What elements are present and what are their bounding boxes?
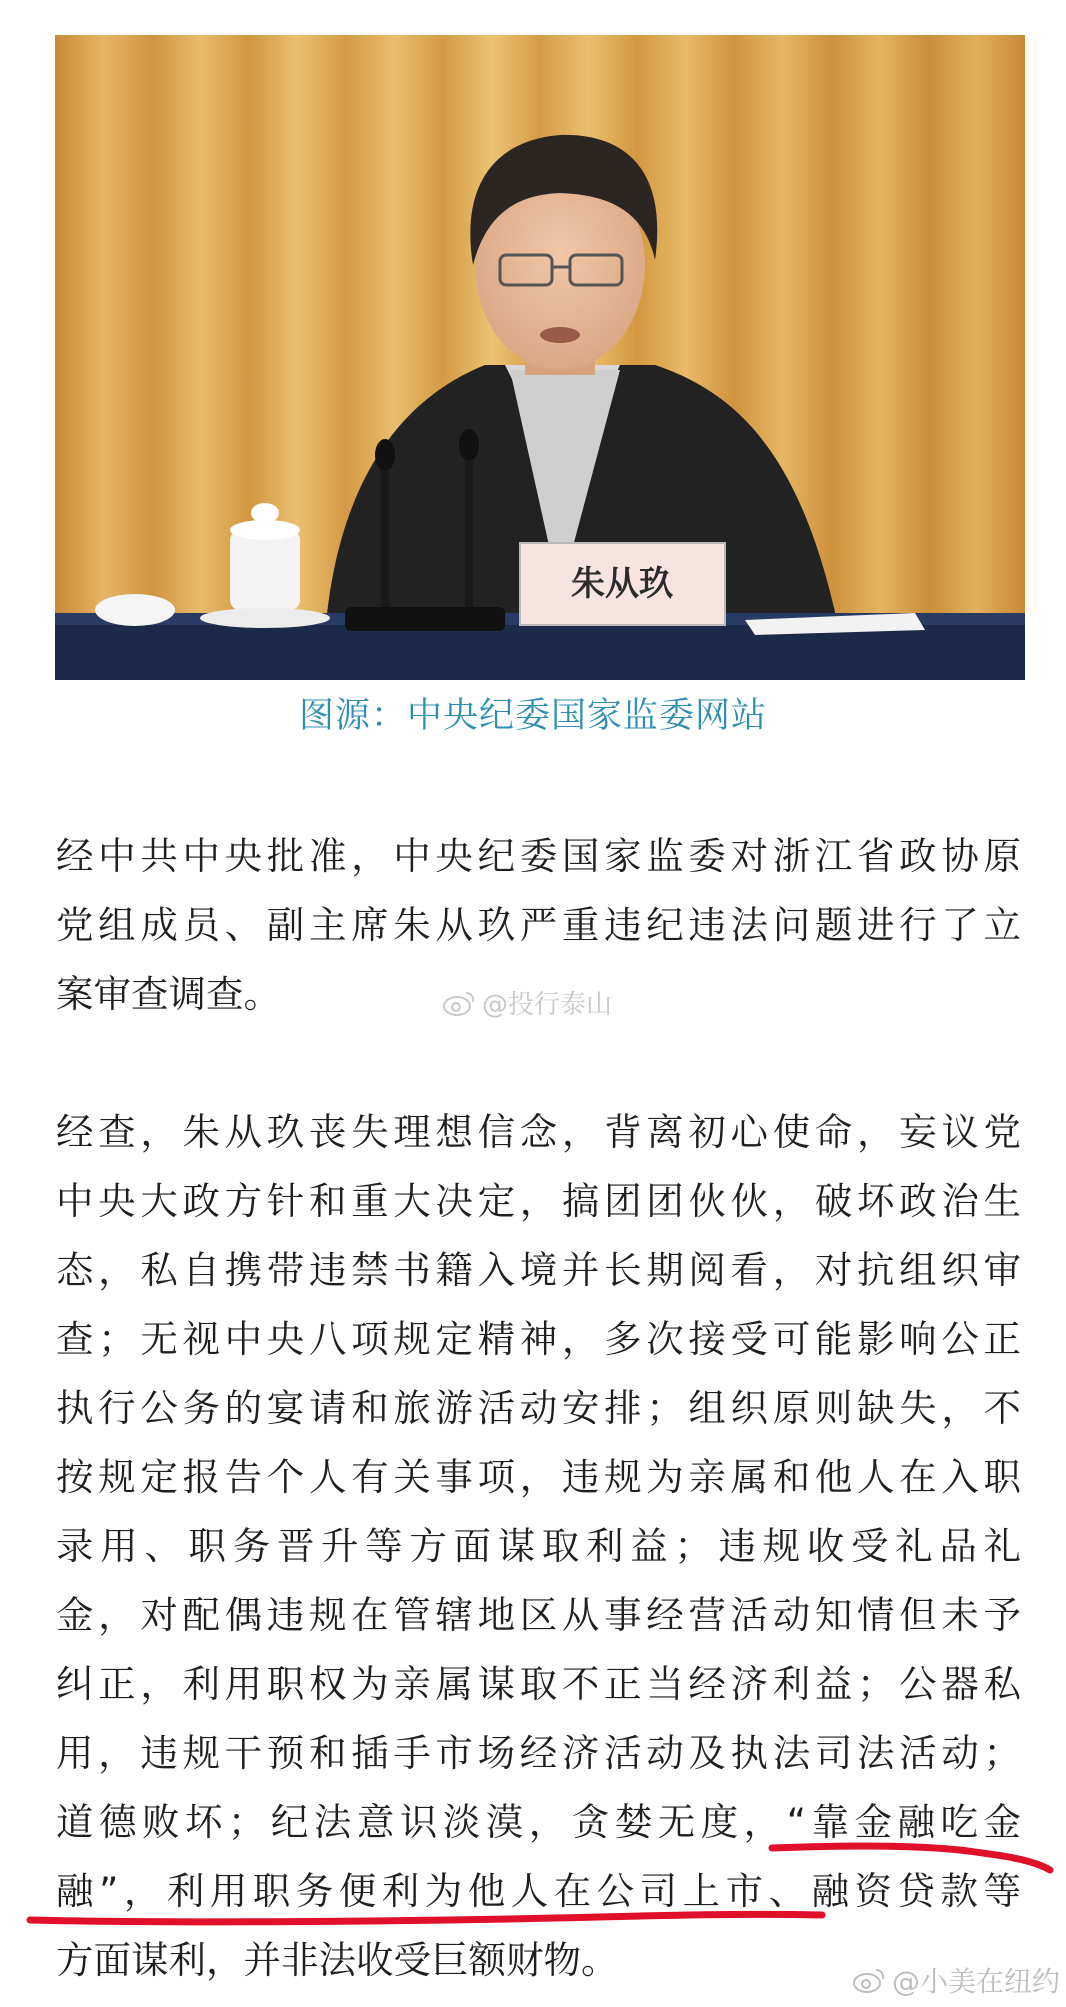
text-line: 融”，利用职务便利为他人在公司上市、融资贷款等 [56, 1869, 1021, 1913]
text-line: 经查，朱从玖丧失理想信念，背离初心使命，妄议党 [56, 1110, 1021, 1154]
text-line: 中央大政方针和重大决定，搞团团伙伙，破坏政治生 [56, 1179, 1021, 1223]
text-line: 纠正，利用职权为亲属谋取不正当经济利益；公器私 [56, 1662, 1021, 1706]
text-line: 党组成员、副主席朱从玖严重违纪违法问题进行了立 [56, 903, 1021, 947]
nameplate-text: 朱从玖 [571, 564, 673, 604]
watermark-text: @小美在纽约 [892, 1965, 1061, 1998]
text-line: 执行公务的宴请和旅游活动安排；组织原则缺失，不 [56, 1386, 1021, 1430]
paragraph-findings [56, 1098, 1021, 1995]
watermark-middle [442, 984, 612, 1021]
watermark-bottom [852, 1960, 1060, 2000]
text-line: 道德败坏；纪法意识淡漠，贪婪无度，“靠金融吃金 [56, 1800, 1021, 1844]
text-line: 经中共中央批准，中央纪委国家监委对浙江省政协原 [56, 834, 1021, 878]
text-line: 金，对配偶违规在管辖地区从事经营活动知情但未予 [56, 1593, 1021, 1637]
text-line: 按规定报告个人有关事项，违规为亲属和他人在入职 [56, 1455, 1021, 1499]
text-line: 用，违规干预和插手市场经济活动及执法司法活动； [56, 1731, 1021, 1775]
speaker-photo-illustration [55, 35, 1025, 680]
text-line: 方面谋利，并非法收受巨额财物。 [56, 1938, 619, 1982]
weibo-icon [442, 989, 476, 1017]
text-line: 录用、职务晋升等方面谋取利益；违规收受礼品礼 [56, 1524, 1021, 1568]
text-line: 态，私自携带违禁书籍入境并长期阅看，对抗组织审 [56, 1248, 1021, 1292]
photo-caption: 图源：中央纪委国家监委网站 [298, 696, 767, 736]
weibo-icon [852, 1966, 886, 1994]
speaker-photo [55, 35, 1025, 680]
text-line: 查；无视中央八项规定精神，多次接受可能影响公正 [56, 1317, 1021, 1361]
text-line: 案审查调查。 [56, 972, 281, 1016]
watermark-text: @投行泰山 [482, 990, 613, 1020]
